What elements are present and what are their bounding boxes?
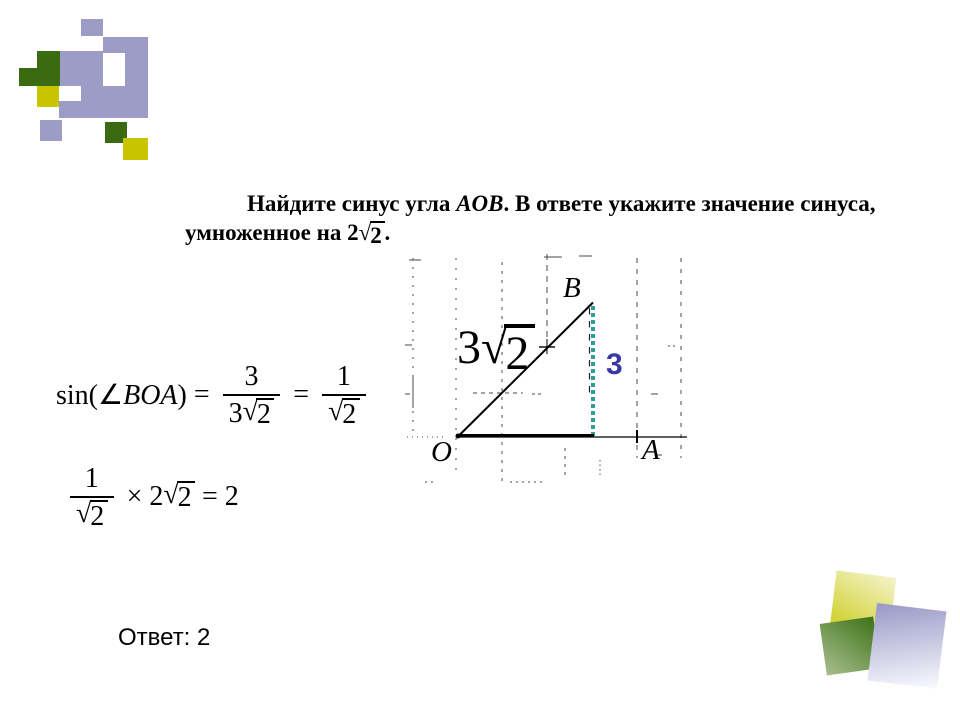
sqrt-expression	[76, 497, 108, 533]
sqrt-expression	[359, 221, 385, 247]
sqrt-expression	[481, 321, 535, 381]
radicand: 2	[504, 324, 535, 378]
height-value-label: 3	[606, 348, 623, 381]
radical-sign: √	[328, 395, 342, 427]
denominator	[223, 394, 281, 430]
radicand: 2	[256, 398, 274, 429]
vertex-o-dot	[456, 434, 461, 439]
denominator	[322, 394, 366, 429]
triangle-diagram	[405, 250, 697, 490]
angle-symbol: ∠	[98, 380, 124, 411]
product-term	[149, 481, 195, 513]
fraction	[70, 463, 114, 531]
logo-pixel	[59, 101, 148, 118]
sin-text: sin(	[56, 380, 98, 411]
logo-pixel	[59, 51, 103, 86]
sin-function	[56, 378, 187, 412]
formula-multiplication	[64, 452, 239, 542]
answer-text: Ответ: 2	[118, 624, 211, 651]
formula-sine	[56, 352, 372, 438]
radicand: 2	[342, 398, 360, 429]
equals-sign: =	[293, 379, 310, 410]
coefficient: 2	[149, 481, 164, 512]
hypotenuse-length-label	[457, 321, 535, 381]
logo-pixel	[19, 68, 37, 86]
coefficient: 3	[228, 397, 243, 429]
numerator: 1	[84, 462, 99, 494]
logo-pixel	[123, 138, 148, 160]
numerator: 3	[244, 360, 259, 392]
deco-square-purple	[868, 603, 947, 689]
radical-sign: √	[76, 497, 90, 529]
problem-statement	[185, 189, 945, 247]
equals-sign: =	[201, 481, 218, 512]
logo-pixel	[37, 86, 59, 107]
radicand: 2	[90, 500, 108, 531]
point-label-o: O	[431, 436, 452, 468]
title-angle-name: AOB	[456, 191, 504, 216]
logo-pixel	[37, 51, 60, 86]
sqrt-expression	[242, 395, 275, 430]
radicand: 2	[370, 221, 385, 247]
decorative-squares	[815, 565, 960, 720]
point-label-b: B	[563, 272, 581, 304]
times-sign: ×	[126, 481, 143, 512]
radical-sign: √	[163, 479, 178, 510]
logo-pixel	[103, 37, 148, 53]
radical-sign: √	[358, 220, 370, 245]
title-text: .	[384, 220, 391, 245]
title-text: Найдите синус угла	[247, 191, 457, 216]
logo-pixel	[81, 86, 103, 102]
sqrt-expression	[328, 395, 360, 431]
radicand: 2	[177, 481, 195, 512]
problem-statement-line1	[185, 189, 945, 218]
result-value: 2	[224, 481, 239, 512]
point-label-a: A	[642, 434, 660, 466]
close-paren: )	[177, 380, 187, 411]
logo-pixel	[40, 120, 62, 141]
numerator: 1	[336, 360, 351, 392]
radical-sign: √	[242, 395, 257, 427]
fraction	[223, 361, 281, 430]
decorative-pixel-logo	[0, 0, 170, 170]
logo-pixel	[81, 19, 103, 36]
denominator	[70, 496, 114, 531]
equals-sign: =	[193, 379, 210, 410]
sqrt-expression	[163, 481, 195, 512]
radical-sign: √	[481, 321, 505, 374]
title-text: . В ответе укажите значение синуса,	[503, 191, 876, 216]
angle-vars: BOA	[123, 380, 178, 411]
coefficient: 3	[457, 321, 481, 374]
title-text: умноженное на 2	[185, 220, 359, 245]
fraction	[322, 361, 366, 429]
problem-statement-line2	[185, 218, 945, 247]
